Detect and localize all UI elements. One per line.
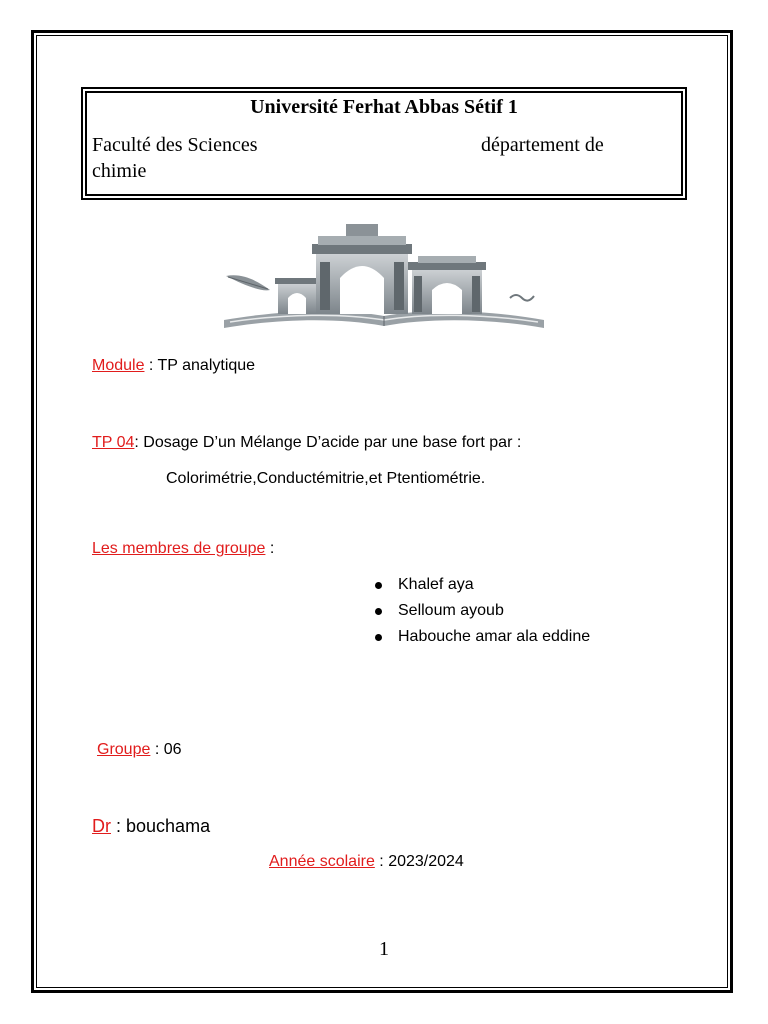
list-item: Selloum ayoub — [372, 600, 590, 626]
tp-title: : Dosage D’un Mélange D’acide par une base fort par : — [134, 434, 522, 451]
tp-line — [92, 434, 521, 452]
department-name: département de — [481, 134, 604, 156]
list-item: Habouche amar ala eddine — [372, 626, 590, 652]
members-separator: : — [265, 540, 275, 557]
module-label: Module — [92, 357, 145, 374]
module-separator: : — [144, 357, 158, 374]
department-name-cont: chimie — [92, 160, 147, 182]
groupe-value: 06 — [163, 741, 182, 758]
members-label: Les membres de groupe — [92, 540, 266, 557]
university-title: Université Ferhat Abbas Sétif 1 — [250, 96, 518, 118]
groupe-separator: : — [150, 741, 164, 758]
doctor-name: bouchama — [126, 816, 211, 836]
doctor-label: Dr — [92, 816, 111, 836]
annee-label: Année scolaire — [269, 853, 375, 870]
university-logo — [222, 218, 546, 332]
faculty-name: Faculté des Sciences — [92, 134, 258, 156]
annee-value: 2023/2024 — [388, 853, 464, 870]
doctor-line — [92, 816, 210, 837]
members-line — [92, 540, 274, 558]
annee-line — [269, 853, 464, 871]
module-value: TP analytique — [157, 357, 256, 374]
members-list — [372, 574, 590, 652]
module-line — [92, 357, 255, 375]
doctor-separator: : — [111, 816, 127, 836]
groupe-label: Groupe — [97, 741, 151, 758]
groupe-line — [97, 741, 182, 759]
list-item: Khalef aya — [372, 574, 590, 600]
page-number: 1 — [379, 938, 389, 960]
tp-methods: Colorimétrie,Conductémitrie,et Ptentiométrie. — [166, 470, 486, 487]
annee-separator: : — [374, 853, 389, 870]
tp-label: TP 04 — [92, 434, 135, 451]
